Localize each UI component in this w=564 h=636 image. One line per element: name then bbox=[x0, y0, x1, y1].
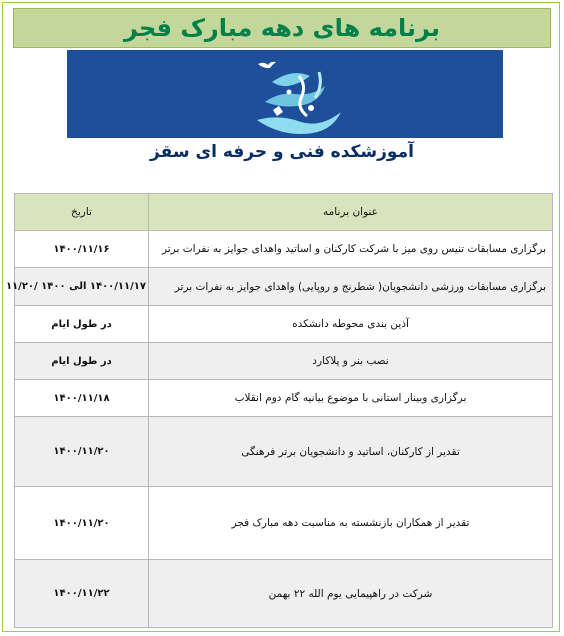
date-cell: ۱۴۰۰/۱۱/۲۲ bbox=[15, 560, 149, 628]
table-row bbox=[15, 487, 553, 560]
date-cell: در طول ایام bbox=[15, 306, 149, 343]
program-cell: برگزاری وبینار استانی با موضوع بیانیه گام دوم انقلاب bbox=[149, 380, 553, 417]
date-cell: ۱۴۰۰/۱۱/۱۷ الی ۱۴۰۰ /۱۱/۲۰ bbox=[15, 268, 149, 306]
program-cell: تقدیر از همکاران بازنشسته به مناسبت دهه مبارک فجر bbox=[149, 487, 553, 560]
table-row bbox=[15, 417, 553, 487]
program-cell: تقدیر از کارکنان، اساتید و دانشجویان برتر فرهنگی bbox=[149, 417, 553, 487]
date-cell: ۱۴۰۰/۱۱/۲۰ bbox=[15, 417, 149, 487]
table-row bbox=[15, 560, 553, 628]
page-title: برنامه های دهه مبارک فجر bbox=[124, 14, 440, 42]
date-cell: ۱۴۰۰/۱۱/۲۰ bbox=[15, 487, 149, 560]
program-cell: آذین بندی محوطه دانشکده bbox=[149, 306, 553, 343]
header-date: تاریخ bbox=[15, 194, 149, 231]
table-row bbox=[15, 268, 553, 306]
table-row bbox=[15, 343, 553, 380]
table-row bbox=[15, 306, 553, 343]
program-table bbox=[5, 193, 553, 628]
table-header-row bbox=[15, 194, 553, 231]
subtitle: آموزشکده فنی و حرفه ای سقز bbox=[150, 142, 414, 162]
banner bbox=[67, 50, 503, 138]
date-cell: ۱۴۰۰/۱۱/۱۸ bbox=[15, 380, 149, 417]
program-cell: نصب بنر و پلاکارد bbox=[149, 343, 553, 380]
table-row bbox=[15, 380, 553, 417]
date-cell: ۱۴۰۰/۱۱/۱۶ bbox=[15, 231, 149, 268]
date-cell: در طول ایام bbox=[15, 343, 149, 380]
title-bar bbox=[13, 8, 551, 48]
header-program: عنوان برنامه bbox=[149, 194, 553, 231]
program-cell: برگزاری مسابقات تنیس روی میز با شرکت کارکنان و اساتید واهدای جوایز به نفرات برتر bbox=[149, 231, 553, 268]
table-row bbox=[15, 231, 553, 268]
program-cell: برگزاری مسابقات ورزشی دانشجویان( شطرنج و روپایی) واهدای جوایز به نفرات برتر bbox=[149, 268, 553, 306]
dove-calligraphy-logo-icon bbox=[67, 50, 503, 138]
program-cell: شرکت در راهپیمایی یوم الله ۲۲ بهمن bbox=[149, 560, 553, 628]
